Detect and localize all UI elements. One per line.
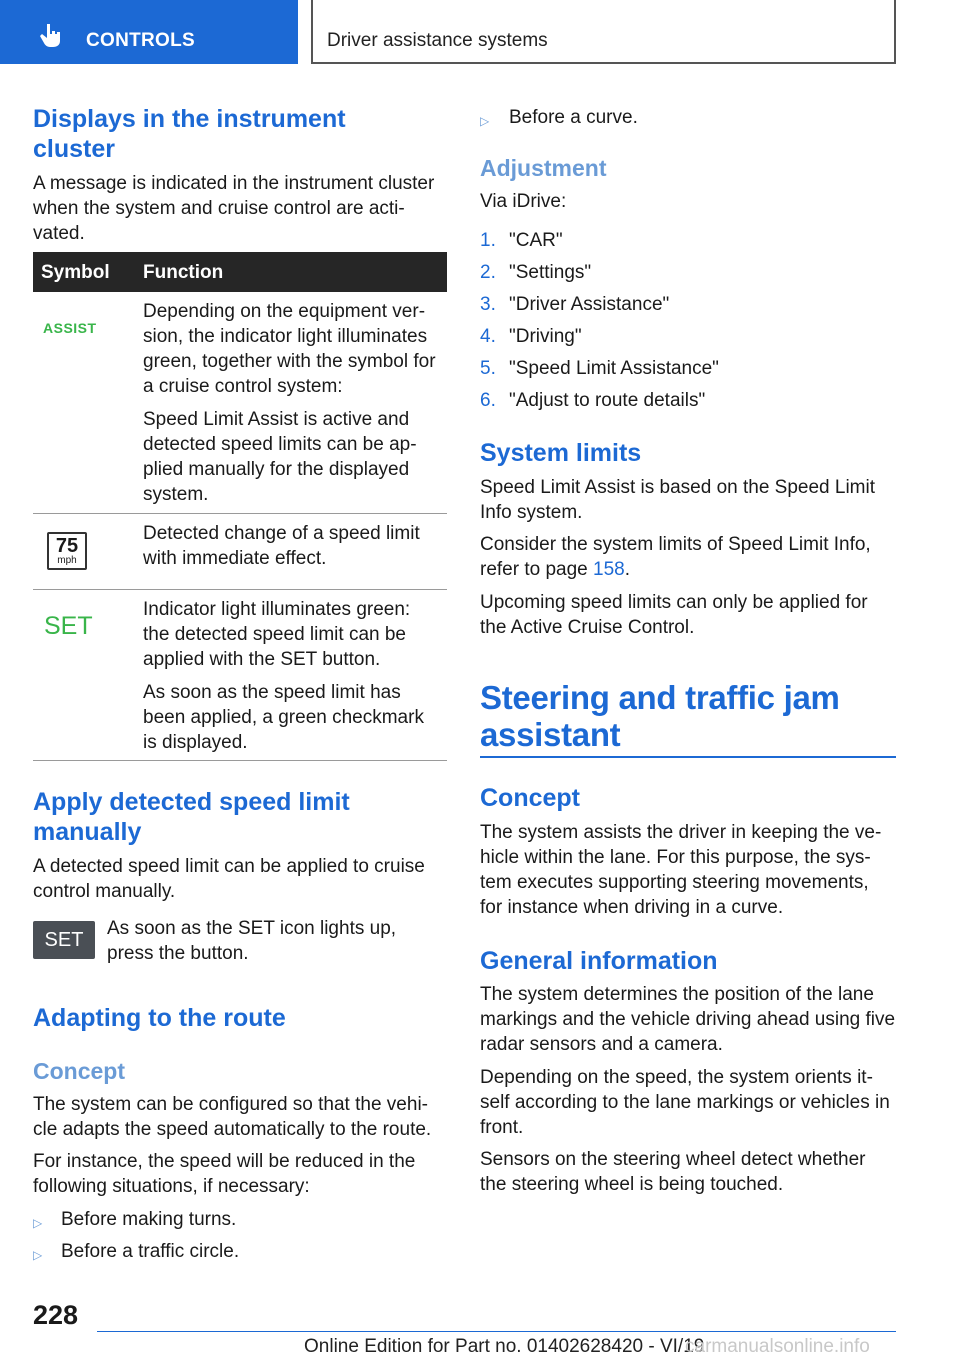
concept-heading-right: Concept [480, 784, 580, 812]
chapter-header [311, 0, 896, 64]
heading-rule [480, 756, 896, 758]
apply-heading: Apply detected speed limit manually [33, 788, 350, 846]
general-heading: General information [480, 947, 718, 975]
table-row: ASSIST Depending on the equipment ver- sion, the indicator light illuminates green, together with the symbol for a cruise control system: Speed Limit Assist is active and detected speed limits can be ap- plied manually for the displayed system. [33, 292, 447, 514]
list-item: 6. "Adjust to route details" [480, 390, 706, 411]
general-text-3: Sensors on the steering wheel detect whether the steering wheel is being touched. [480, 1149, 866, 1195]
list-item: ▷ Before a curve. [480, 105, 896, 130]
concept-heading-left: Concept [33, 1058, 125, 1084]
footer-rule [97, 1331, 896, 1332]
instance-text: For instance, the speed will be reduced in the following situations, if necessary: [33, 1151, 416, 1197]
col-function: Function [143, 262, 224, 283]
displays-intro: A message is indicated in the instrument cluster when the system and cruise control are acti- vated. [33, 173, 435, 244]
set-indicator-icon: SET [44, 612, 93, 640]
chapter-title: Driver assistance systems [327, 30, 548, 51]
route-heading: Adapting to the route [33, 1004, 286, 1032]
section-tab-label: CONTROLS [86, 30, 196, 51]
pointing-hand-icon [38, 22, 64, 48]
via-idrive: Via iDrive: [480, 191, 567, 212]
set-button-icon: SET [33, 921, 95, 959]
col-symbol: Symbol [41, 262, 110, 283]
displays-heading: Displays in the instrument cluster [33, 105, 346, 163]
list-item: 2. "Settings" [480, 262, 592, 283]
general-text-2: Depending on the speed, the system orients it- self according to the lane markings or vehicles in front. [480, 1067, 890, 1138]
general-text: The system determines the position of the lane markings and the vehicle driving ahead using five radar sensors and a camera. [480, 984, 896, 1055]
symbol-table [33, 252, 447, 761]
assist-icon: ASSIST [43, 320, 97, 336]
table-header [33, 252, 447, 292]
limits-text: Speed Limit Assist is based on the Speed Limit Info system. [480, 477, 876, 523]
page-reference-link[interactable]: 158 [593, 559, 625, 580]
triangle-bullet-icon: ▷ [480, 114, 490, 128]
list-item: ▷ Before a traffic circle. [33, 1239, 447, 1264]
concept-text-right: The system assists the driver in keeping the ve- hicle within the lane. For this purpose, the sys- tem executes supporting steering movements, for instance when driving in a curve. [480, 822, 882, 918]
section-tab [0, 0, 298, 64]
table-row: 75 mph Detected change of a speed limit with immediate effect. [33, 514, 447, 590]
list-item: ▷ Before making turns. [33, 1207, 447, 1232]
list-item: 4. "Driving" [480, 326, 582, 347]
system-limits-heading: System limits [480, 439, 642, 467]
limits-text-2: Consider the system limits of Speed Limit Info, refer to page 158. [480, 534, 871, 580]
edition-note: Online Edition for Part no. 01402628420 - VI/19 [304, 1336, 705, 1357]
concept-text-left: The system can be configured so that the vehi- cle adapts the speed automatically to the route. [33, 1094, 432, 1140]
speed-limit-sign-icon: 75 mph [47, 532, 87, 570]
triangle-bullet-icon: ▷ [33, 1248, 43, 1262]
set-text: As soon as the SET icon lights up, press the button. [107, 918, 397, 964]
list-item: 5. "Speed Limit Assistance" [480, 358, 719, 379]
steering-heading: Steering and traffic jam assistant [480, 679, 840, 753]
triangle-bullet-icon: ▷ [33, 1216, 43, 1230]
watermark: carmanualsonline.info [685, 1336, 870, 1357]
limits-text-3: Upcoming speed limits can only be applied for the Active Cruise Control. [480, 592, 868, 638]
table-row: SET Indicator light illuminates green: the detected speed limit can be applied with the SET button. As soon as the speed limit has been applied, a green checkmark is displayed. [33, 590, 447, 761]
adjustment-heading: Adjustment [480, 155, 607, 181]
apply-text: A detected speed limit can be applied to cruise control manually. [33, 856, 425, 902]
list-item: 3. "Driver Assistance" [480, 294, 670, 315]
list-item: 1. "CAR" [480, 230, 563, 251]
page-number: 228 [33, 1300, 79, 1330]
